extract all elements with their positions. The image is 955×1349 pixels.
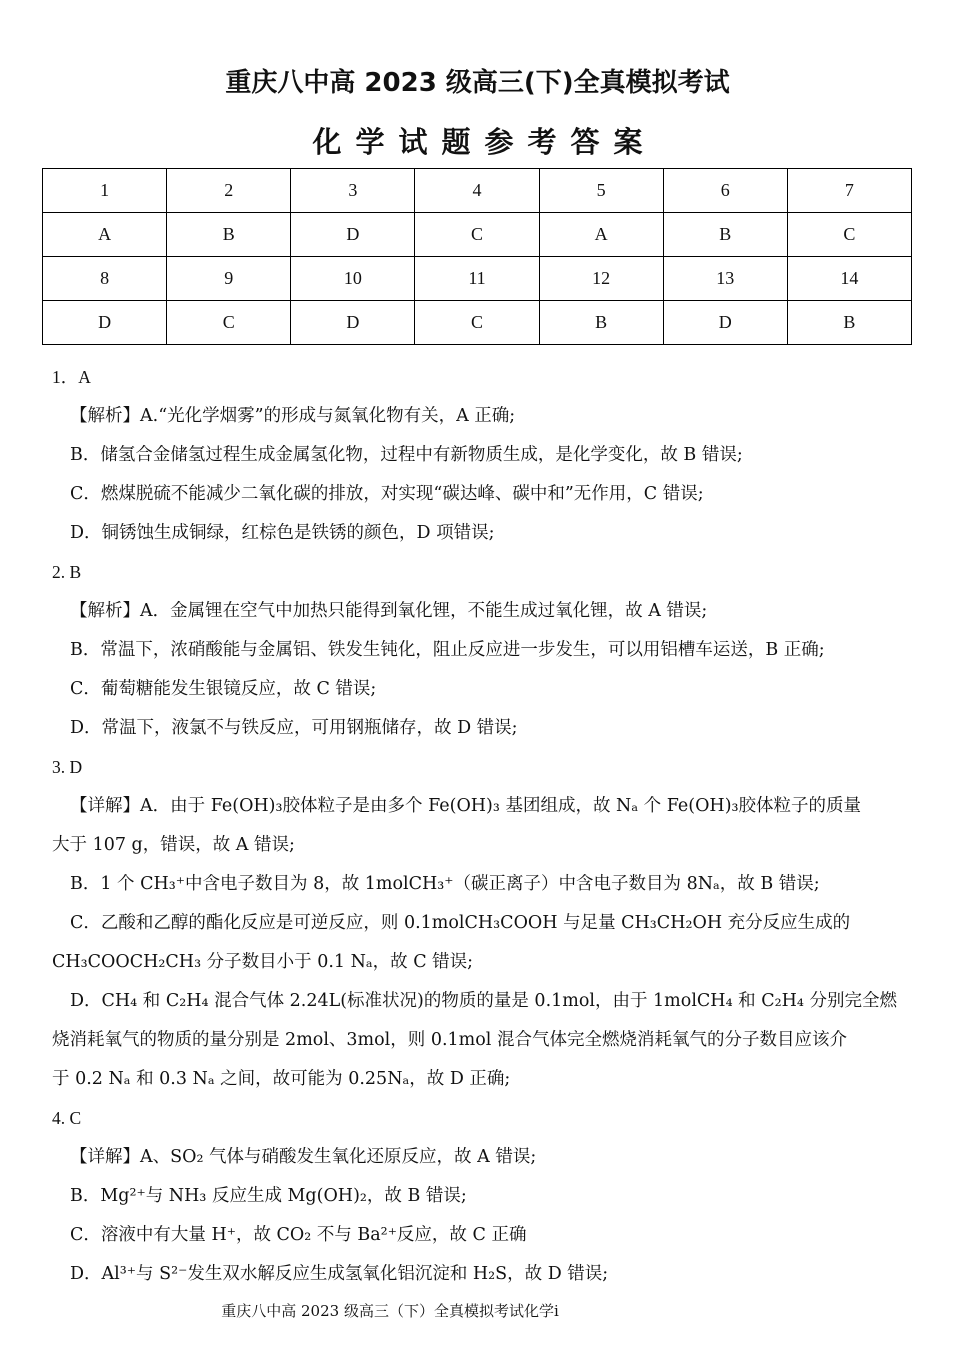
explanation-line: 于 0.2 Nₐ 和 0.3 Nₐ 之间，故可能为 0.25Nₐ，故 D 正确; [52,1069,511,1089]
question-number-cell: 13 [663,257,787,301]
page-subtitle: 化学试题参考答案 [312,125,657,159]
question-number-cell: 7 [787,169,911,213]
answer-cell: C [415,213,539,257]
explanation-line: C．燃煤脱硫不能减少二氧化碳的排放，对实现“碳达峰、碳中和”无作用，C 错误; [70,484,704,504]
explanation-line: B．储氢合金储氢过程生成金属氢化物，过程中有新物质生成，是化学变化，故 B 错误; [70,445,743,465]
explanation-line: 大于 107 g，错误，故 A 错误; [52,835,295,855]
explanation-line: 【详解】A．由于 Fe(OH)₃胶体粒子是由多个 Fe(OH)₃ 基团组成，故 Nₐ 个 Fe(OH)₃胶体粒子的质量 [70,796,862,816]
answer-cell: D [291,301,415,345]
answer-cell: D [663,301,787,345]
page-footer: 重庆八中高 2023 级高三（下）全真模拟考试化学i [221,1302,559,1320]
table-row [43,213,912,257]
answer-cell: B [167,213,291,257]
explanation-line: 【解析】A．金属锂在空气中加热只能得到氧化锂，不能生成过氧化锂，故 A 错误; [70,601,708,621]
explanation-line: B．常温下，浓硝酸能与金属铝、铁发生钝化，阻止反应进一步发生，可以用铝槽车运送，B 正确; [70,640,825,660]
explanation-line: D．Al³⁺与 S²⁻发生双水解反应生成氢氧化铝沉淀和 H₂S，故 D 错误; [70,1264,609,1284]
answer-cell: D [291,213,415,257]
question-heading: 1．A [52,367,91,387]
answer-table [42,168,912,345]
question-number-cell: 5 [539,169,663,213]
question-number-cell: 1 [43,169,167,213]
question-number-cell: 14 [787,257,911,301]
page-title: 重庆八中高 2023 级高三(下)全真模拟考试 [225,68,730,98]
explanation-line: 烧消耗氧气的物质的量分别是 2mol、3mol，则 0.1mol 混合气体完全燃烧消耗氧气的分子数目应该介 [52,1030,847,1050]
explanation-line: D．CH₄ 和 C₂H₄ 混合气体 2.24L(标准状况)的物质的量是 0.1mol，由于 1molCH₄ 和 C₂H₄ 分别完全燃 [70,991,897,1011]
explanation-line: B．Mg²⁺与 NH₃ 反应生成 Mg(OH)₂，故 B 错误; [70,1186,467,1206]
explanation-line: 【详解】A、SO₂ 气体与硝酸发生氧化还原反应，故 A 错误; [70,1147,537,1167]
table-row [43,169,912,213]
explanation-line: D．铜锈蚀生成铜绿，红棕色是铁锈的颜色，D 项错误; [70,523,495,543]
answer-cell: A [539,213,663,257]
answer-cell: C [787,213,911,257]
question-number-cell: 4 [415,169,539,213]
answer-cell: A [43,213,167,257]
explanation-line: D．常温下，液氯不与铁反应，可用钢瓶储存，故 D 错误; [70,718,518,738]
explanation-line: 【解析】A.“光化学烟雾”的形成与氮氧化物有关，A 正确; [70,406,516,426]
question-number-cell: 12 [539,257,663,301]
answer-cell: B [539,301,663,345]
question-number-cell: 9 [167,257,291,301]
explanation-line: C．葡萄糖能发生银镜反应，故 C 错误; [70,679,377,699]
answer-cell: B [663,213,787,257]
question-number-cell: 10 [291,257,415,301]
explanations [52,358,912,1294]
question-number-cell: 6 [663,169,787,213]
answer-cell: C [167,301,291,345]
explanation-line: C．乙酸和乙醇的酯化反应是可逆反应，则 0.1molCH₃COOH 与足量 CH₃CH₂OH 充分反应生成的 [70,913,851,933]
question-number-cell: 3 [291,169,415,213]
answer-cell: D [43,301,167,345]
question-number-cell: 8 [43,257,167,301]
answer-cell: C [415,301,539,345]
explanation-line: C．溶液中有大量 H⁺，故 CO₂ 不与 Ba²⁺反应，故 C 正确 [70,1225,527,1245]
explanation-line: B．1 个 CH₃⁺中含电子数目为 8，故 1molCH₃⁺（碳正离子）中含电子数目为 8Nₐ，故 B 错误; [70,874,820,894]
table-row [43,257,912,301]
answer-cell: B [787,301,911,345]
question-heading: 4. C [52,1108,82,1128]
explanation-line: CH₃COOCH₂CH₃ 分子数目小于 0.1 Nₐ，故 C 错误; [52,952,474,972]
question-number-cell: 2 [167,169,291,213]
question-heading: 2. B [52,562,82,582]
question-number-cell: 11 [415,257,539,301]
question-heading: 3. D [52,757,83,777]
table-row [43,301,912,345]
